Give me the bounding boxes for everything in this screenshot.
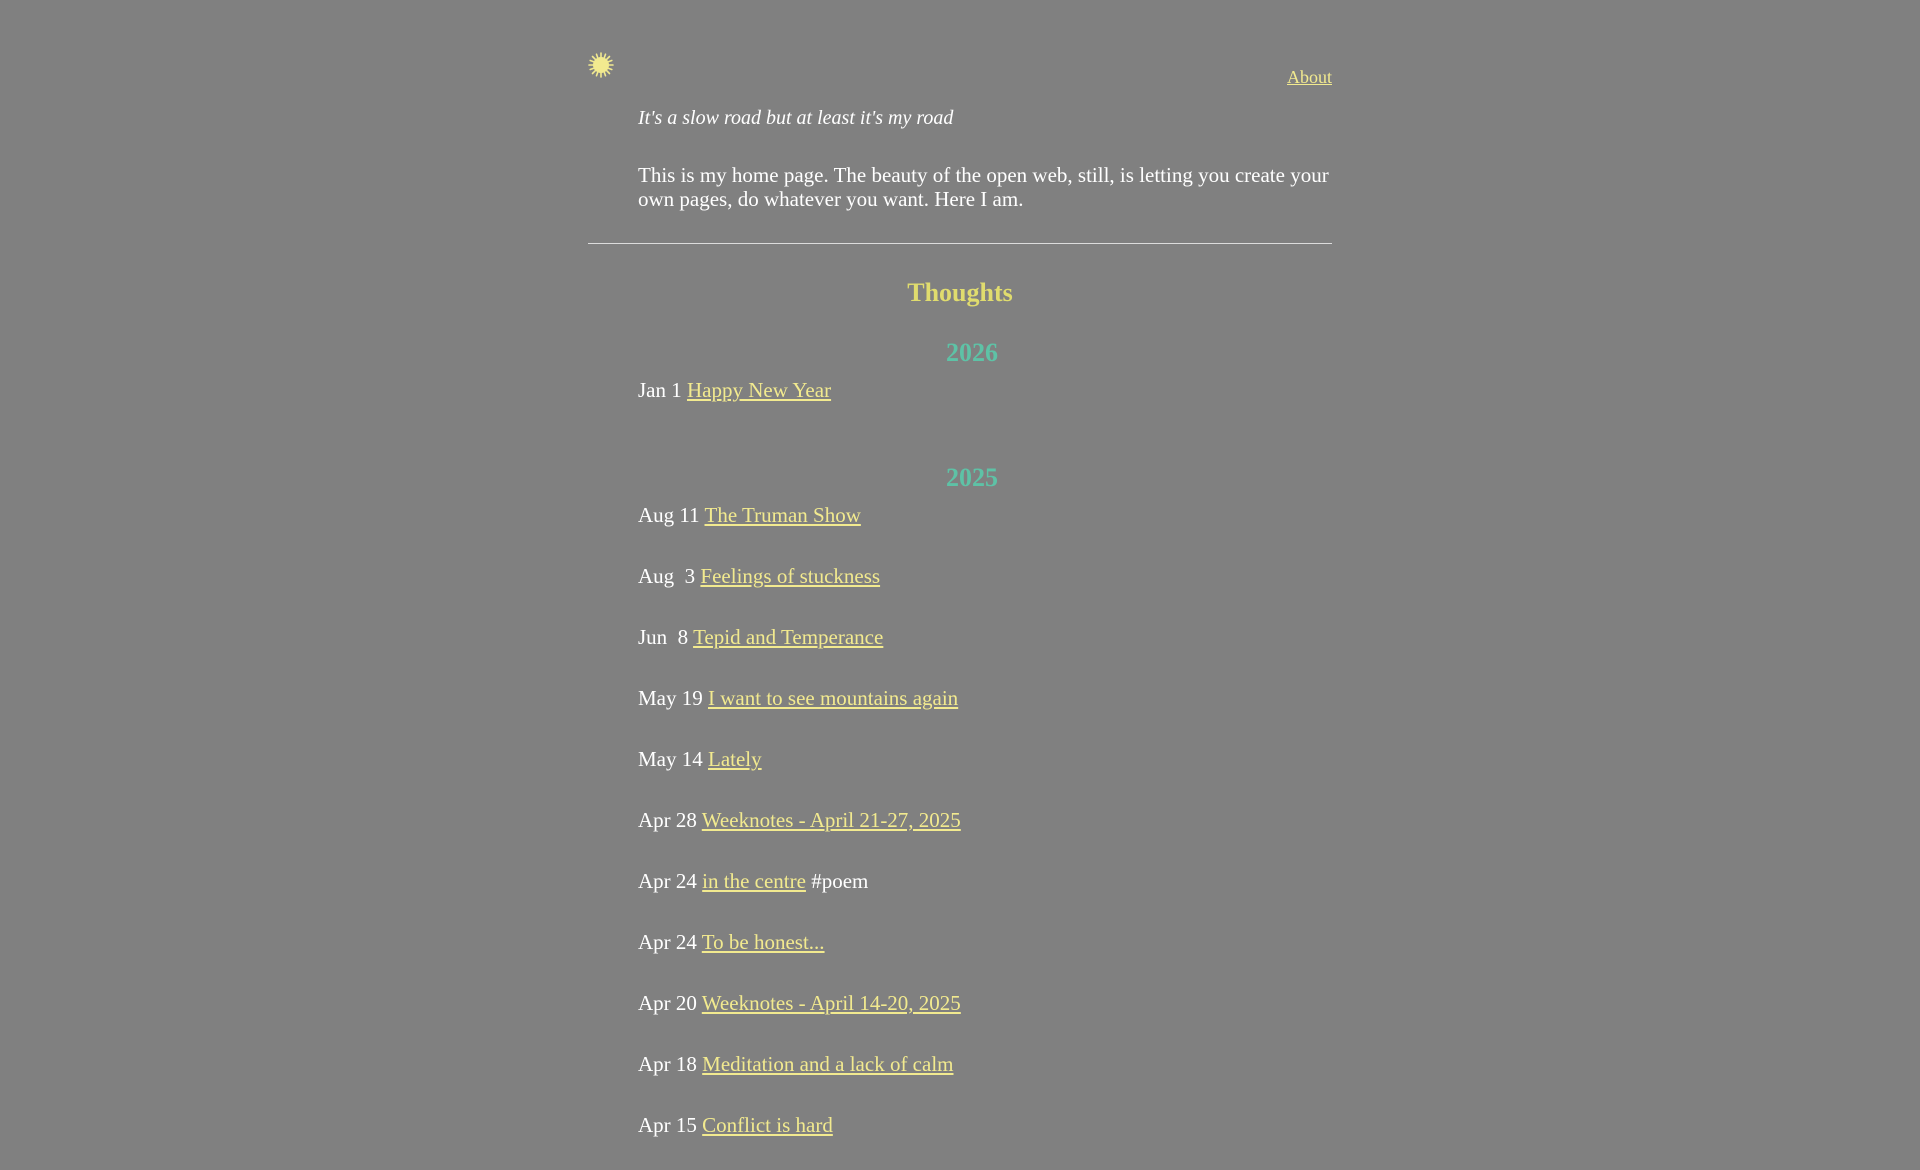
list-item: [638, 1052, 1332, 1109]
entry-link[interactable]: Conflict is hard: [702, 1113, 833, 1137]
entry-link[interactable]: To be honest...: [701, 930, 825, 954]
entry-link[interactable]: The Truman Show: [704, 503, 861, 527]
entry-date: Apr 18: [638, 1052, 697, 1076]
entry-link[interactable]: Tepid and Temperance: [693, 625, 884, 649]
sun-icon[interactable]: [588, 52, 614, 78]
list-item: [638, 930, 1332, 987]
list-item: [638, 869, 1332, 926]
about-link[interactable]: About: [1287, 67, 1332, 87]
entry-date: May 19: [638, 686, 703, 710]
entry-link[interactable]: Weeknotes - April 21-27, 2025: [701, 808, 961, 832]
list-item: [638, 503, 1332, 560]
entry-link[interactable]: I want to see mountains again: [708, 686, 959, 710]
entry-tag: #poem: [811, 869, 869, 893]
entry-link[interactable]: Weeknotes - April 14-20, 2025: [701, 991, 961, 1015]
year-heading-2026: 2026: [946, 338, 998, 367]
entry-date: Apr 15: [638, 1113, 697, 1137]
entry-date: May 14: [638, 747, 703, 771]
year-heading-2025: 2025: [946, 463, 998, 492]
thoughts-heading: Thoughts: [907, 278, 1013, 307]
entry-date: Apr 28: [638, 808, 697, 832]
page-container: [588, 0, 1332, 1170]
entry-link[interactable]: Feelings of stuckness: [700, 564, 881, 588]
list-item: [638, 991, 1332, 1048]
entry-date: Jun 8: [638, 625, 689, 649]
entry-link[interactable]: Lately: [708, 747, 762, 771]
entry-date: Jan 1: [638, 378, 682, 402]
entries-2025: [588, 503, 1332, 1170]
list-item: [638, 808, 1332, 865]
list-item: [638, 1113, 1332, 1170]
intro-text: This is my home page. The beauty of the open web, still, is letting you create your own pages, do whatever you want. Here I am.: [638, 163, 1329, 211]
header: [588, 0, 1332, 92]
list-item: [638, 564, 1332, 621]
tagline: It's a slow road but at least it's my road: [638, 107, 954, 129]
list-item: [638, 625, 1332, 682]
entry-date: Apr 24: [638, 869, 697, 893]
entry-link[interactable]: in the centre: [702, 869, 806, 893]
list-item: [638, 686, 1332, 743]
entry-date: Apr 24: [638, 930, 697, 954]
entry-date: Aug 3: [638, 564, 696, 588]
entry-link[interactable]: Meditation and a lack of calm: [702, 1052, 954, 1076]
divider: [588, 243, 1332, 244]
list-item: [638, 747, 1332, 804]
entries-2026: [588, 378, 1332, 435]
entry-date: Apr 20: [638, 991, 697, 1015]
entry-date: Aug 11: [638, 503, 700, 527]
list-item: [638, 378, 1332, 435]
entry-link[interactable]: Happy New Year: [687, 378, 832, 402]
